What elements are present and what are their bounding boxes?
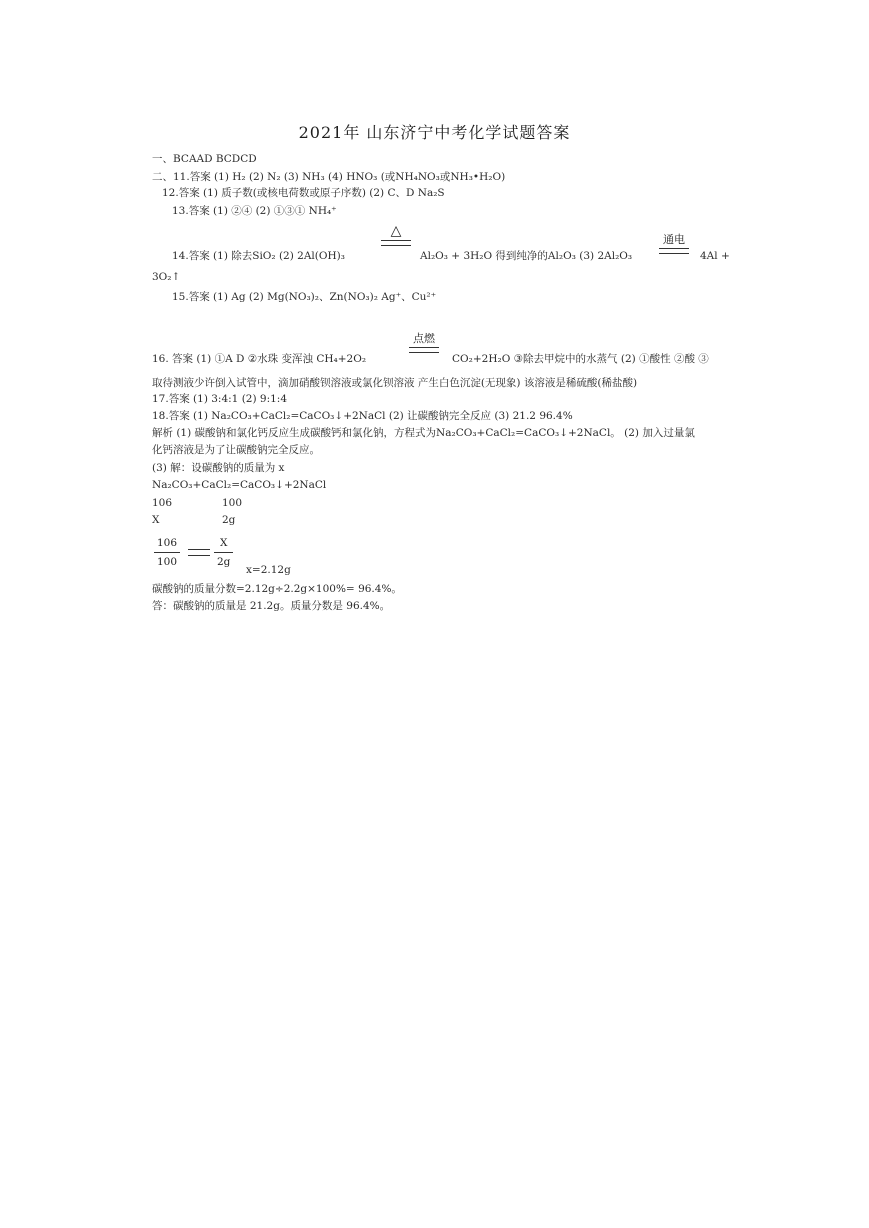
fraction-left	[154, 537, 180, 568]
equals-sign	[381, 240, 411, 246]
condition-ignite	[409, 332, 439, 353]
answer-line-14d: 3O₂↑	[152, 271, 181, 283]
answer-line-12: 12.答案 (1) 质子数(或核电荷数或原子序数) (2) C、D Na₂S	[162, 187, 445, 199]
condition-electrolysis	[659, 233, 689, 254]
solution-line-1: (3) 解：设碳酸钠的质量为 x	[152, 462, 285, 474]
ignite-label: 点燃	[413, 332, 435, 345]
answer-line-14b: Al₂O₃ + 3H₂O 得到纯净的Al₂O₃ (3) 2Al₂O₃	[420, 250, 633, 262]
answer-line-11: 二、11.答案 (1) H₂ (2) N₂ (3) NH₃ (4) HNO₃ (或NH₄NO₃或NH₃•H₂O)	[152, 171, 506, 183]
solution-result: x=2.12g	[246, 564, 291, 576]
analysis-line-2: 化钙溶液是为了让碳酸钠完全反应。	[152, 444, 320, 456]
fraction-right-numerator: X	[219, 537, 228, 549]
answer-line-14a: 14.答案 (1) 除去SiO₂ (2) 2Al(OH)₃	[172, 250, 345, 262]
fraction-bar	[154, 552, 180, 553]
answer-line-16b: CO₂+2H₂O ③除去甲烷中的水蒸气 (2) ①酸性 ②酸 ③	[452, 353, 709, 365]
electrolysis-label: 通电	[663, 233, 685, 246]
solution-equation: Na₂CO₃+CaCl₂=CaCO₃↓+2NaCl	[152, 479, 327, 491]
answer-line-18: 18.答案 (1) Na₂CO₃+CaCl₂=CaCO₃↓+2NaCl (2) 让碳酸钠完全反应 (3) 21.2 96.4%	[152, 410, 573, 422]
answer-line-14c: 4Al +	[700, 250, 730, 262]
answer-line-16c: 取待测液少许倒入试管中，滴加硝酸钡溶液或氯化钡溶液 产生白色沉淀(无现象) 该溶液是稀硫酸(稀盐酸)	[152, 377, 638, 389]
ratio-value-106: 106	[152, 497, 173, 509]
ratio-value-2g: 2g	[222, 514, 236, 526]
condition-heat	[381, 225, 411, 246]
equals-sign	[659, 248, 689, 254]
answer-line-17: 17.答案 (1) 3:4:1 (2) 9:1:4	[152, 393, 288, 405]
fraction-left-numerator: 106	[157, 537, 178, 549]
fraction-right-denominator: 2g	[217, 556, 231, 568]
answer-line-15: 15.答案 (1) Ag (2) Mg(NO₃)₂、Zn(NO₃)₂ Ag⁺、Cu²⁺	[172, 291, 437, 303]
fraction-right	[214, 537, 233, 568]
heat-symbol: △	[390, 223, 402, 239]
ratio-value-x: X	[152, 514, 160, 526]
analysis-line-1: 解析 (1) 碳酸钠和氯化钙反应生成碳酸钙和氯化钠，方程式为Na₂CO₃+CaCl₂=CaCO₃↓+2NaCl。 (2) 加入过量氯	[152, 427, 695, 439]
fraction-left-denominator: 100	[157, 556, 178, 568]
equals-sign	[409, 347, 439, 353]
fraction-bar	[214, 552, 233, 553]
equals-sign	[188, 549, 210, 556]
mass-fraction-line: 碳酸钠的质量分数=2.12g÷2.2g×100%= 96.4%。	[152, 583, 402, 595]
answer-line-13: 13.答案 (1) ②④ (2) ①③① NH₄⁺	[172, 205, 337, 217]
answer-line-1: 一、BCAAD BCDCD	[152, 153, 257, 165]
answer-line-16a: 16. 答案 (1) ①A D ②水珠 变浑浊 CH₄+2O₂	[152, 353, 367, 365]
ratio-value-100: 100	[222, 497, 243, 509]
final-answer-line: 答：碳酸钠的质量是 21.2g。质量分数是 96.4%。	[152, 600, 391, 612]
page-title: 2021年 山东济宁中考化学试题答案	[298, 123, 571, 142]
